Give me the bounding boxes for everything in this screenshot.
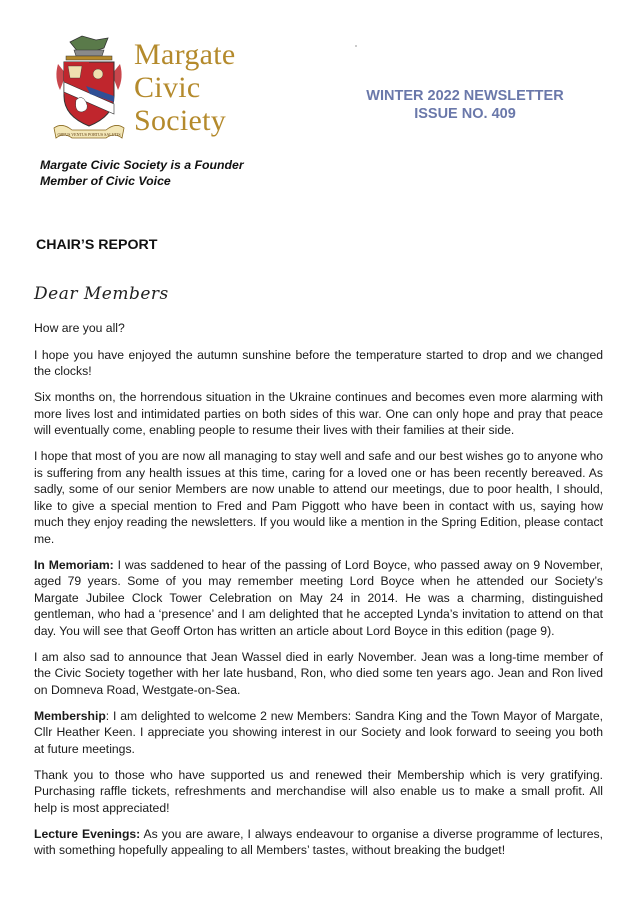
org-name-line-3: Society bbox=[134, 104, 227, 137]
paragraph-in-memoriam: In Memoriam: I was saddened to hear of the passing of Lord Boyce, who passed away on 9 November, aged 79 years. Some of you may remember meeting Lord Boyce when he attended our Society’s Margate Jubilee Clock Tower Celebration on May 24 in 2014. He was a charming, distinguished gentleman, who had a ‘presence’ and I am delighted that he accepted Lynda’s invitation to attend on that day. You will see that Geoff Orton has written an article about Lord Boyce in this edition (page 9). bbox=[34, 557, 603, 638]
founder-line-2: Member of Civic Voice bbox=[40, 174, 171, 188]
salutation: Dear Members bbox=[34, 284, 169, 304]
founder-statement bbox=[40, 157, 300, 189]
report-title: CHAIR’S REPORT bbox=[36, 237, 158, 253]
org-name-line-2: Civic bbox=[134, 71, 201, 104]
newsletter-heading bbox=[330, 87, 600, 123]
in-memoriam-heading: In Memoriam: bbox=[34, 557, 114, 572]
crest-helm-icon bbox=[66, 36, 112, 60]
paragraph: Thank you to those who have supported us and renewed their Membership which is very gratifying. Purchasing raffle tickets, refreshments and merchandise will also enable us to make a small profit. All help is most appreciated! bbox=[34, 767, 603, 815]
paragraph: Six months on, the horrendous situation in the Ukraine continues and becomes even more alarming with more lives lost and intimidated parties on both sides of this war. One can only hope and pray that peace will eventually come, enabling people to resume their lives with their families at their side. bbox=[34, 390, 603, 437]
org-name-line-1: Margate bbox=[134, 38, 236, 71]
paragraph: I hope that most of you are now all managing to stay well and safe and our best wishes go to anyone who is suffering from any health issues at this time, caring for a loved one or has been recently bereaved. As sadly, some of our senior Members are now unable to attend our meetings, due to poor health, I should, like to give a special mention to Fred and Pam Piggott who have been in contact with us, saying how much they enjoy reading the newsletters. If you would like a mention in the Spring Edition, please contact me. bbox=[34, 449, 603, 546]
membership-heading: Membership bbox=[34, 708, 106, 723]
paragraph-membership: Membership: I am delighted to welcome 2 new Members: Sandra King and the Town Mayor of Margate, Cllr Heather Keen. I appreciate you showing interest in our Society and look forward to seeing you both at future meetings. bbox=[34, 708, 603, 756]
lecture-evenings-heading: Lecture Evenings: bbox=[34, 826, 141, 841]
issue-number: ISSUE NO. 409 bbox=[414, 106, 516, 122]
crest-motto: ORTUS VENTUS PORTUS SALUTIS bbox=[57, 132, 121, 137]
org-name bbox=[134, 38, 236, 137]
paragraph: I am also sad to announce that Jean Wassel died in early November. Jean was a long-time member of the Civic Society together with her late husband, Ron, who died some ten years ago. Jean and Ron lived on Domneva Road, Westgate-on-Sea. bbox=[34, 649, 603, 697]
founder-line-1: Margate Civic Society is a Founder bbox=[40, 158, 244, 172]
paragraph: How are you all? bbox=[34, 321, 125, 335]
society-crest bbox=[52, 34, 126, 146]
paragraph: I hope you have enjoyed the autumn sunshine before the temperature started to drop and we changed the clocks! bbox=[34, 347, 603, 378]
scan-speck bbox=[355, 45, 357, 47]
report-body bbox=[34, 320, 603, 868]
paragraph-lecture-evenings: Lecture Evenings: As you are aware, I always endeavour to organise a diverse programme of lectures, with something hopefully appealing to all Members’ tastes, without breaking the budget! bbox=[34, 826, 604, 857]
newsletter-title: WINTER 2022 NEWSLETTER bbox=[366, 88, 564, 104]
